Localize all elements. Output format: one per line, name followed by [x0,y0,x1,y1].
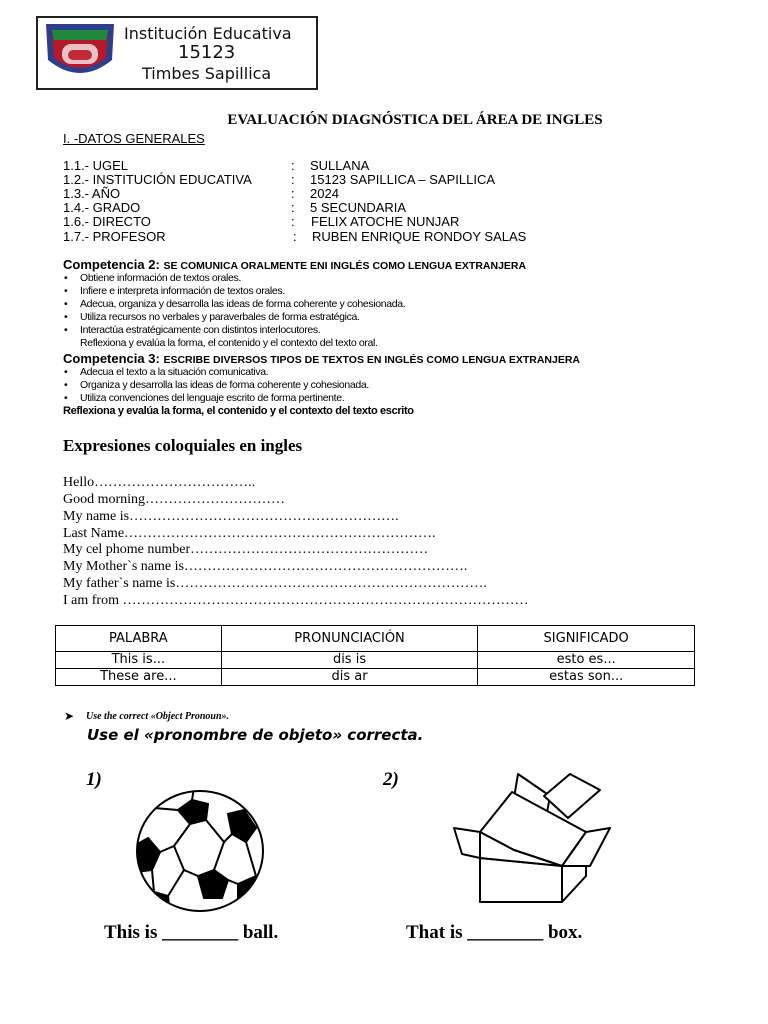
table-cell: These are... [56,669,222,686]
expressions-title: Expresiones coloquiales en ingles [63,436,303,455]
fill-in-line: Hello…………………………….. [63,475,256,490]
list-item: • Organiza y desarrolla las ideas de forma coherente y cohesionada. [66,379,369,391]
fill-in-line: I am from …………………………………………………………………………… [63,593,529,608]
fill-in-line: Good morning………………………… [63,492,286,507]
row-colon: : [291,214,295,229]
row-colon: : [291,186,295,201]
fill-in-line: My name is…………………………………………………. [63,509,399,524]
soccer-ball-icon [134,788,266,914]
fill-in-line: Last Name…………………………………………………………. [63,526,436,541]
open-box-icon [450,770,616,908]
school-crest-icon [42,20,118,84]
exercise-number: 1) [86,769,102,790]
instruction-english: Use the correct «Object Pronoun». [86,711,230,722]
fill-in-line: My cel phome number…………………………………………… [63,542,429,557]
table-cell: This is... [56,652,222,669]
competency-description: SE COMUNICA ORALMENTE ENI INGLÉS COMO LENGUA EXTRANJERA [163,260,527,272]
competency-label: Competencia 2: [63,257,160,272]
column-header: SIGNIFICADO [478,626,695,652]
table-cell: dis ar [221,669,478,686]
table-cell: dis is [221,652,478,669]
arrow-bullet-icon: ➤ [64,709,75,723]
competency-description: ESCRIBE DIVERSOS TIPOS DE TEXTOS EN INGLÉS COMO LENGUA EXTRANJERA [163,354,580,366]
general-data-heading: I. -DATOS GENERALES [63,131,205,146]
competency-label: Competencia 3: [63,351,160,366]
row-value: 15123 SAPILLICA – SAPILLICA [310,172,496,187]
institution-code: 15123 [178,42,236,63]
row-label: 1.6.- DIRECTO [63,214,151,229]
table-row [56,669,695,686]
table-header-row [56,626,695,652]
list-item: • Adecua, organiza y desarrolla las ideas de forma coherente y cohesionada. [66,298,405,310]
row-value: 2024 [310,186,339,201]
list-item: • Adecua el texto a la situación comunicativa. [66,366,268,378]
competency-extra: Reflexiona y evalúa la forma, el contenido y el contexto del texto escrito [63,405,414,417]
document-title: EVALUACIÓN DIAGNÓSTICA DEL ÁREA DE INGLES [227,112,603,128]
row-colon: : [291,158,295,173]
row-colon: : [293,229,297,244]
list-item: • Utiliza recursos no verbales y paraverbales de forma estratégica. [66,311,360,323]
row-colon: : [291,200,295,215]
competency-2-title [63,257,526,272]
row-value: SULLANA [310,158,370,173]
fill-in-line: My Mother`s name is……………………………………………………. [63,559,468,574]
institution-location: Timbes Sapillica [142,64,272,83]
list-item: • Infiere e interpreta información de textos orales. [66,285,285,297]
fill-in-line: My father`s name is…………………………………………………………. [63,576,487,591]
instruction-spanish: Use el «pronombre de objeto» correcta. [87,726,424,744]
row-value: 5 SECUNDARIA [310,200,407,215]
row-colon: : [291,172,295,187]
table-row [56,652,695,669]
vocabulary-table [55,625,695,686]
row-label: 1.2.- INSTITUCIÓN EDUCATIVA [63,172,252,187]
row-label: 1.4.- GRADO [63,200,141,215]
row-label: 1.1.- UGEL [63,158,129,173]
table-cell: estas son... [478,669,695,686]
table-cell: esto es... [478,652,695,669]
list-item: • Interactúa estratégicamente con distintos interlocutores. [66,324,320,336]
column-header: PALABRA [56,626,222,652]
row-label: 1.7.- PROFESOR [63,229,166,244]
exercise-sentence: That is ________ box. [406,922,583,943]
row-value: FELIX ATOCHE NUNJAR [311,214,460,229]
list-item: • Utiliza convenciones del lenguaje escrito de forma pertinente. [66,392,344,404]
row-value: RUBEN ENRIQUE RONDOY SALAS [312,229,527,244]
institution-name: Institución Educativa [124,24,292,43]
exercise-sentence: This is ________ ball. [104,922,279,943]
column-header: PRONUNCIACIÓN [221,626,478,652]
competency-extra: Reflexiona y evalúa la forma, el contenido y el contexto del texto oral. [80,337,378,349]
list-item: • Obtiene información de textos orales. [66,272,241,284]
exercise-number: 2) [383,769,399,790]
competency-3-title [63,351,580,366]
row-label: 1.3.- AÑO [63,186,121,201]
